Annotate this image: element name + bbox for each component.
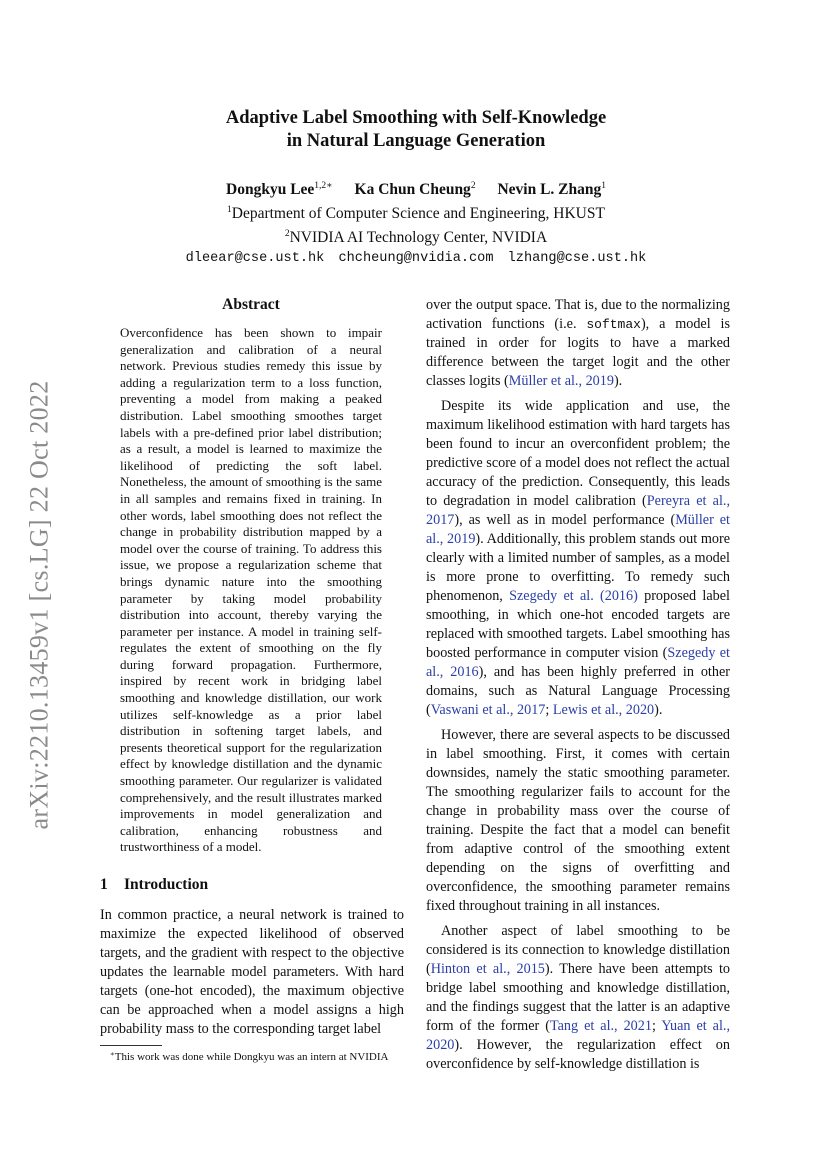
citation-link[interactable]: Müller et al., 2019 <box>426 512 730 547</box>
affiliation-2-text: NVIDIA AI Technology Center, NVIDIA <box>289 229 548 246</box>
title-line-2: in Natural Language Generation <box>286 131 546 151</box>
author-1: Dongkyu Lee <box>226 181 315 198</box>
author-names <box>100 176 732 200</box>
text-run: ; <box>651 1018 662 1034</box>
author-3-sup: 1 <box>601 181 606 191</box>
author-3: Nevin L. Zhang <box>497 181 602 198</box>
footnote <box>100 1047 404 1064</box>
text-run: ), as well as in model performance ( <box>454 512 676 528</box>
text-run: ), and has been highly preferred in other domains, such as Natural Language Processing ( <box>426 664 730 718</box>
text-run: over the output space. That is, due to the normalizing activation functions (i.e. <box>426 297 730 332</box>
intro-paragraph-1: In common practice, a neural network is trained to maximize the expected likelihood of observed targets, and the gradient with respect to the objective updates the learnable model parameters. With hard targets (one-hot encoded), the maximum objective can be approached when a model assigns a high probability mass to the corresponding target label <box>100 907 404 1037</box>
text-run: Despite its wide application and use, the maximum likelihood estimation with hard targets has been found to incur an overconfident problem; the predictive score of a model does not reflect the actual accuracy of the prediction. Consequently, this leads to degradation in model calibration ( <box>426 398 730 509</box>
citation-link[interactable]: Yuan et al., 2020 <box>426 1018 731 1053</box>
arxiv-stamp-text: arXiv:2210.13459v1 [cs.LG] 22 Oct 2022 <box>24 380 53 830</box>
citation-link[interactable]: Hinton et al., 2015 <box>430 961 545 977</box>
affiliation-1-sup: 1 <box>227 205 232 215</box>
abstract-text: Overconfidence has been shown to impair generalization and calibration of a neural network. Previous studies remedy this issue by adding a regularization term to a loss function, preventing a model from making a peaked distribution. Label smoothing smoothes target labels with a pre-defined prior label distribution; as a result, a model is learned to maximize the likelihood of predicting the soft label. Nonetheless, the amount of smoothing is the same in all samples and remains fixed in training. In other words, label smoothing does not reflect the change in probability distribution mapped by a model over the course of training. To address this issue, we propose a regularization scheme that brings dynamic nature into the smoothing parameter by taking model probability distribution into account, thereby varying the parameter per instance. A model in training self-regulates the extent of smoothing on the fly during forward propagation. Furthermore, inspired by recent work in bridging label smoothing and knowledge distillation, our work utilizes self-knowledge as a prior label distribution in softening target labels, and presents theoretical support for the regularization effect by knowledge distillation and the dynamic smoothing parameter. Our regularizer is validated comprehensively, and the result illustrates marked improvements in model generalization and calibration, enhancing robustness and trustworthiness of a model. <box>120 325 382 855</box>
author-2: Ka Chun Cheung <box>354 181 471 198</box>
text-run: ). <box>613 373 623 389</box>
abstract-heading: Abstract <box>222 296 280 313</box>
affiliation-1 <box>100 200 732 224</box>
arxiv-stamp <box>14 365 64 845</box>
right-paragraph-2: However, there are several aspects to be discussed in label smoothing. First, it comes with certain downsides, namely the static smoothing parameter. The smoothing regularizer fails to account for the change in probability mass over the course of training. Despite the fact that a model can benefit from adaptive control of the smoothing extent depending on the signs of overfitting and overconfidence, the smoothing parameter remains fixed throughout training in all instances. <box>426 727 730 914</box>
citation-link[interactable]: Vaswani et al., 2017 <box>430 702 546 718</box>
title-line-1: Adaptive Label Smoothing with Self-Knowledge <box>225 108 607 128</box>
section-heading-introduction <box>100 876 208 894</box>
author-2-sup: 2 <box>470 181 476 191</box>
citation-link[interactable]: Lewis et al., 2020 <box>552 702 655 718</box>
right-paragraph-0 <box>426 296 730 391</box>
footnote-text: This work was done while Dongkyu was an intern at NVIDIA <box>114 1051 389 1063</box>
affiliation-1-text: Department of Computer Science and Engineering, HKUST <box>231 205 605 222</box>
text-run: ). Additionally, this problem stands out more clearly with a limited number of samples, as a model is more prone to overfitting. To remedy such phenomenon, <box>426 531 730 604</box>
citation-link[interactable]: Szegedy et al., 2016 <box>426 645 730 680</box>
text-run: Another aspect of label smoothing to be considered is its connection to knowledge distillation ( <box>426 923 730 977</box>
author-block <box>100 176 732 269</box>
text-run: ), a model is trained in order for logits to have a marked difference between the target logit and the other classes logits ( <box>426 316 730 389</box>
text-run: ). <box>654 702 663 718</box>
right-column <box>426 296 730 1074</box>
text-run: proposed label smoothing, in which one-hot encoded targets are replaced with smoothed targets. Label smoothing has boosted performance in computer vision ( <box>426 588 730 661</box>
citation-link[interactable]: Müller et al., 2019 <box>508 373 614 389</box>
footnote-mark: ∗ <box>110 1050 115 1058</box>
citation-link[interactable]: Tang et al., 2021 <box>549 1018 652 1034</box>
paper-title <box>100 107 732 153</box>
citation-link[interactable]: Szegedy et al. (2016) <box>509 588 638 604</box>
right-paragraph-3 <box>426 922 730 1074</box>
author-1-sup: 1,2∗ <box>314 181 333 191</box>
author-emails: dleear@cse.ust.hk chcheung@nvidia.com lzhang@cse.ust.hk <box>185 251 647 266</box>
affiliation-2 <box>100 224 732 248</box>
abstract-body <box>120 325 382 856</box>
text-run: ). There have been attempts to bridge label smoothing and knowledge distillation, and the findings suggest that the latter is an adaptive form of the former ( <box>426 961 731 1034</box>
text-run: ). However, the regularization effect on overconfidence by self-knowledge distillation is <box>426 1037 730 1072</box>
right-paragraph-1 <box>426 397 730 720</box>
footnote-rule <box>100 1045 162 1046</box>
citation-link[interactable]: Pereyra et al., 2017 <box>426 493 730 528</box>
section-number: 1 <box>100 876 108 893</box>
affiliation-2-sup: 2 <box>284 229 290 239</box>
intro-left-column <box>100 906 404 1039</box>
softmax-code: softmax <box>586 317 641 332</box>
text-run: ; <box>545 702 553 718</box>
section-title: Introduction <box>124 876 209 893</box>
